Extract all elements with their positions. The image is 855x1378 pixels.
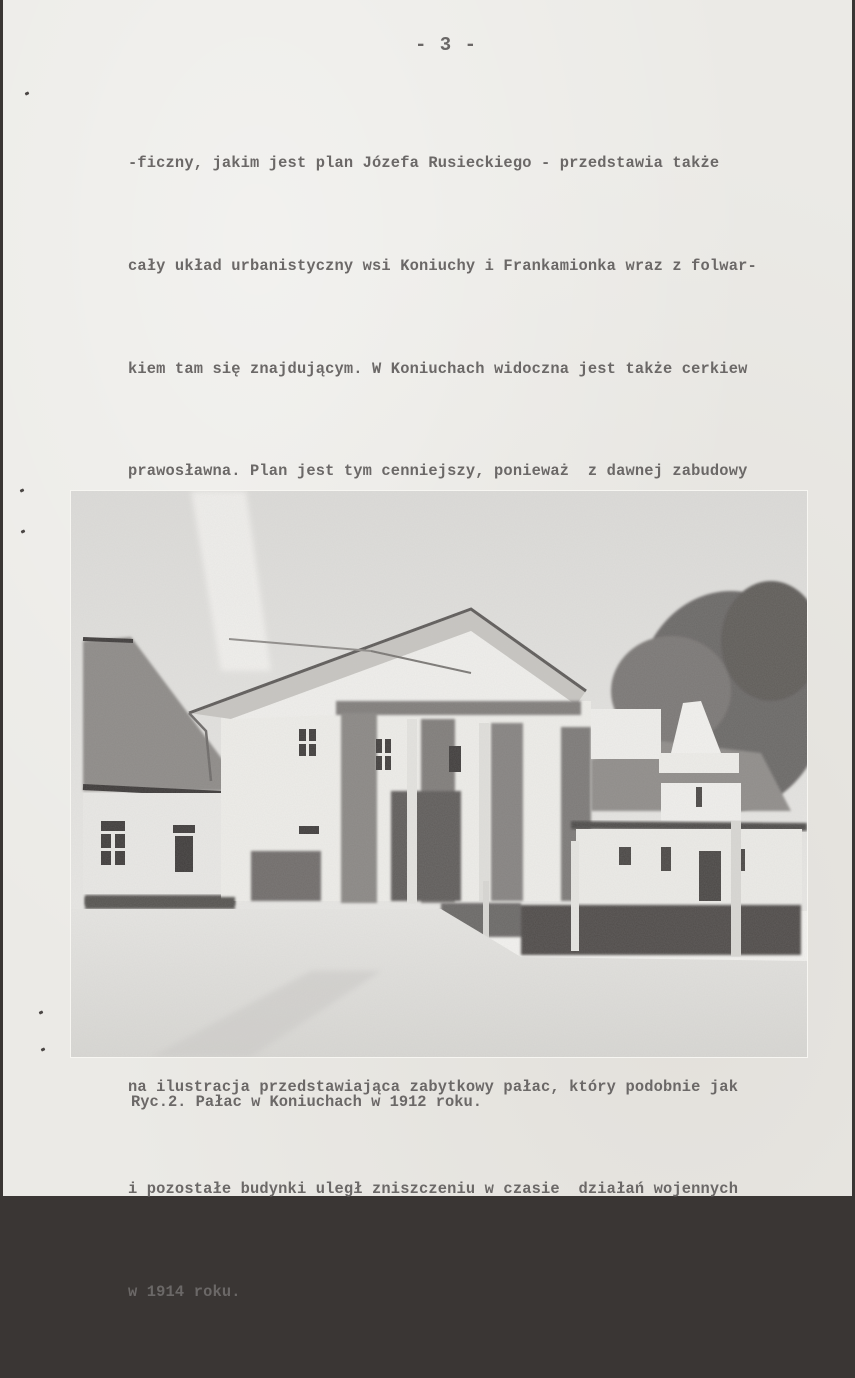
text-line: na ilustracja przedstawiająca zabytkowy pałac, który podobnie jak	[128, 1077, 739, 1096]
document-page	[3, 0, 852, 1301]
text-line: cały układ urbanistyczny wsi Koniuchy i Frankamionka wraz z folwar-	[128, 257, 757, 275]
margin-mark	[39, 1010, 44, 1014]
margin-mark	[25, 91, 30, 95]
margin-mark	[21, 529, 26, 533]
palace-photograph	[71, 491, 807, 1057]
margin-mark	[20, 488, 25, 492]
figure-caption: Ryc.2. Pałac w Koniuchach w 1912 roku.	[131, 1093, 482, 1111]
margin-mark	[41, 1047, 46, 1051]
text-line: i pozostałe budynki uległ zniszczeniu w czasie działań wojennych	[128, 1180, 739, 1199]
page-number: - 3 -	[415, 34, 478, 56]
text-line: prawosławna. Plan jest tym cenniejszy, ponieważ z dawnej zabudowy	[128, 462, 748, 481]
text-line: -ficzny, jakim jest plan Józefa Rusieckiego - przedstawia także	[128, 154, 720, 173]
text-line: w 1914 roku.	[128, 1282, 241, 1301]
text-line: kiem tam się znajdującym. W Koniuchach widoczna jest także cerkiew	[128, 359, 748, 378]
